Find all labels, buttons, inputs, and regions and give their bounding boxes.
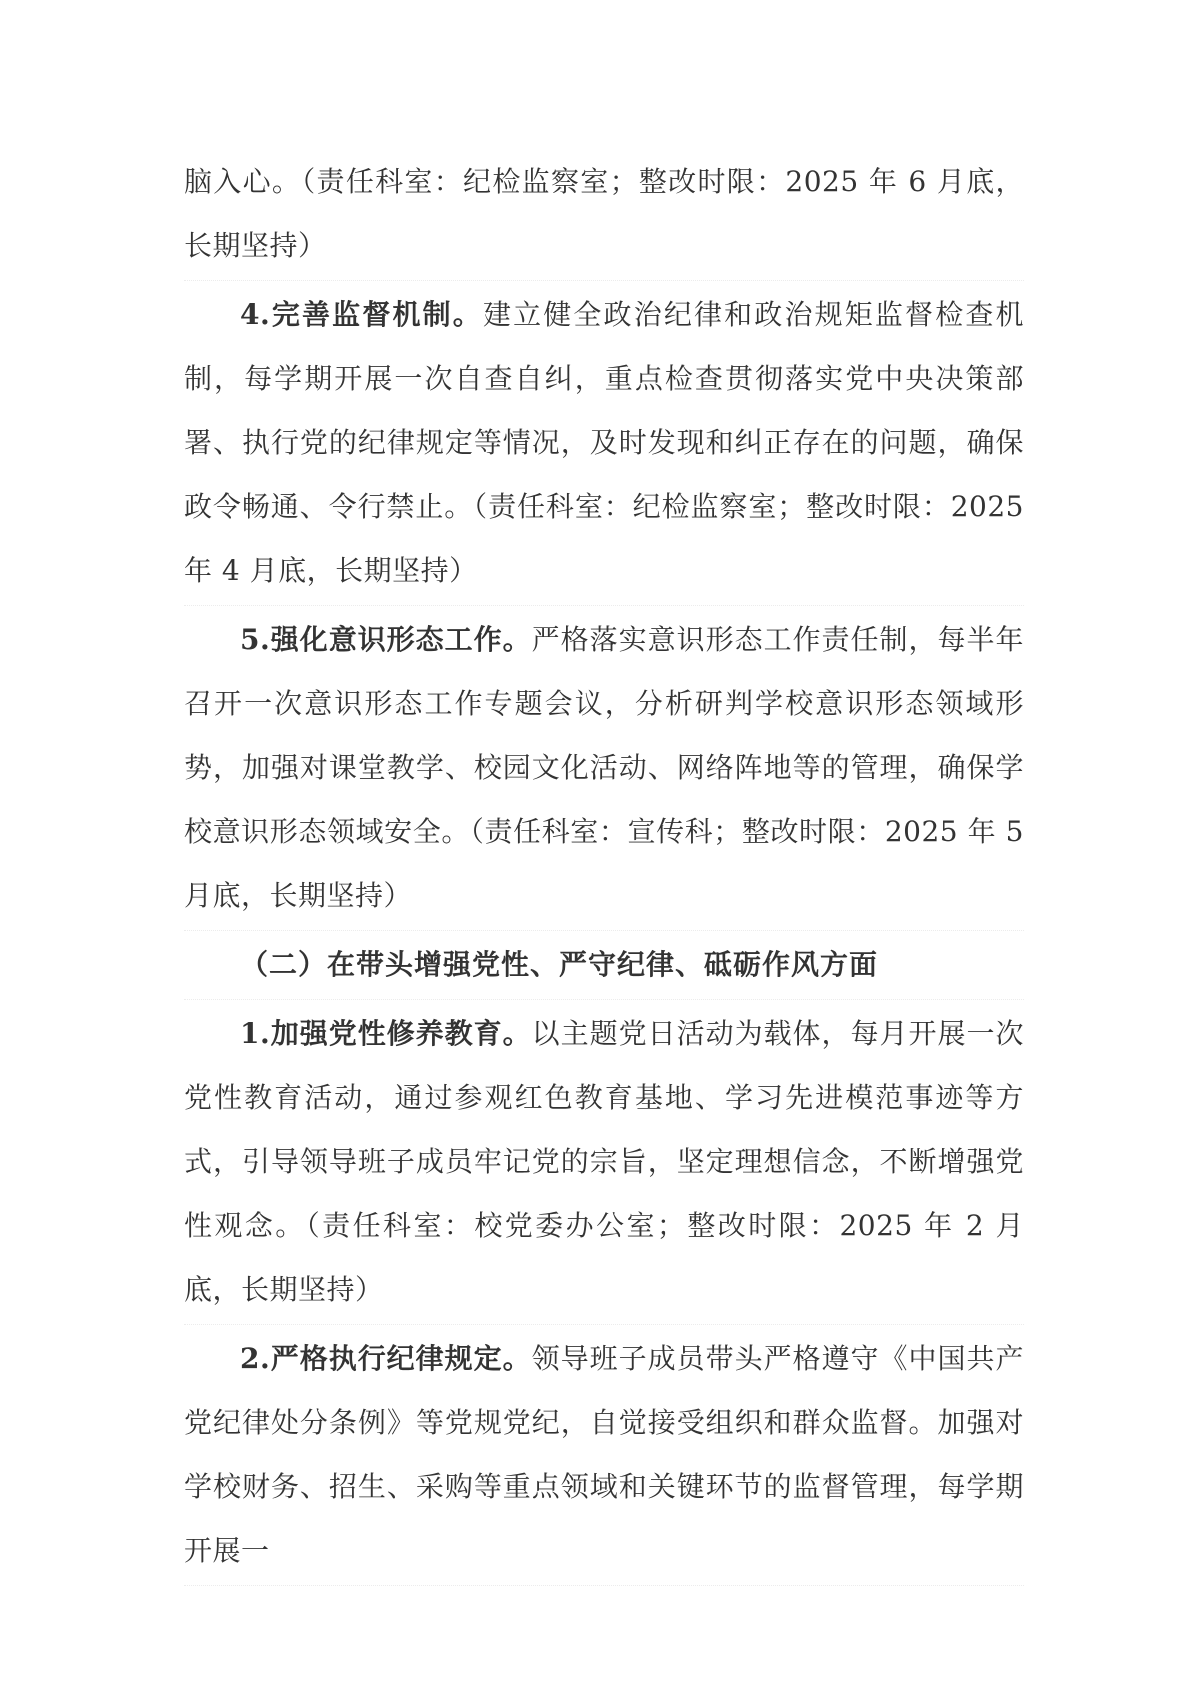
- paragraph-text: 以主题党日活动为载体，每月开展一次党性教育活动，通过参观红色教育基地、学习先进模范事迹等方式，引导领导班子成员牢记党的宗旨，坚定理想信念，不断增强党性观念。（责任科室：校党委办公室；整改时限：2025 年 2 月底，长期坚持）: [184, 1017, 1024, 1306]
- paragraph-lead: 5.强化意识形态工作。: [240, 623, 532, 656]
- paragraph-text: 脑入心。（责任科室：纪检监察室；整改时限：2025 年 6 月底，长期坚持）: [184, 165, 1024, 262]
- paragraph-continuation: [184, 150, 1024, 281]
- paragraph-text: 领导班子成员带头严格遵守《中国共产党纪律处分条例》等党规党纪，自觉接受组织和群众监督。加强对学校财务、招生、采购等重点领域和关键环节的监督管理，每学期开展一: [184, 1342, 1024, 1567]
- paragraph-text: 严格落实意识形态工作责任制，每半年召开一次意识形态工作专题会议，分析研判学校意识形态领域形势，加强对课堂教学、校园文化活动、网络阵地等的管理，确保学校意识形态领域安全。（责任科室：宣传科；整改时限：2025 年 5 月底，长期坚持）: [184, 623, 1024, 912]
- paragraph-item-5: [184, 608, 1024, 931]
- paragraph-lead: 1.加强党性修养教育。: [240, 1017, 532, 1050]
- paragraph-item-4: [184, 283, 1024, 606]
- paragraph-item-1: [184, 1002, 1024, 1325]
- document-body: [184, 150, 1024, 1588]
- paragraph-text: 建立健全政治纪律和政治规矩监督检查机制，每学期开展一次自查自纠，重点检查贯彻落实党中央决策部署、执行党的纪律规定等情况，及时发现和纠正存在的问题，确保政令畅通、令行禁止。（责任科室：纪检监察室；整改时限：2025 年 4 月底，长期坚持）: [184, 298, 1024, 587]
- section-heading: （二）在带头增强党性、严守纪律、砥砺作风方面: [184, 933, 1024, 1000]
- paragraph-item-2: [184, 1327, 1024, 1586]
- paragraph-lead: 4.完善监督机制。: [240, 298, 483, 331]
- paragraph-lead: 2.严格执行纪律规定。: [240, 1342, 532, 1375]
